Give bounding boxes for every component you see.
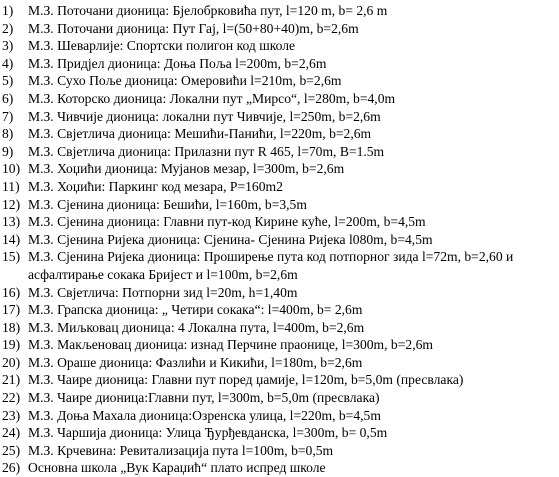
list-item (2, 125, 557, 143)
list-item (2, 284, 557, 302)
list-item (2, 2, 557, 20)
list-item (2, 336, 557, 354)
list-item-text: М.З. Сјенина Ријека дионица: Проширење пута код потпорног зида l=72m, b=2,60 и (28, 249, 514, 265)
list-item-number: 16) (2, 284, 21, 300)
list-item (2, 196, 557, 214)
list-item-text: М.З. Свјетлича дионица: Прилазни пут R 465, l=70m, B=1.5m (28, 143, 385, 159)
list-item-text: М.З. Миљковац дионица: 4 Локална пута, l=400m, b=2,6m (28, 319, 365, 335)
list-item (2, 37, 557, 55)
list-item (2, 248, 557, 266)
list-item-number: 5) (2, 73, 14, 89)
list-item-number: 9) (2, 143, 14, 159)
list-item (2, 319, 557, 337)
list-item-text: Основна школа „Вук Караџић“ плато испред школе (28, 460, 326, 476)
list-item-number: 3) (2, 38, 14, 54)
list-item (2, 160, 557, 178)
list-item-text: М.З. Шеварлије: Спортски полигон код школе (28, 38, 296, 54)
list-item-number: 7) (2, 108, 14, 124)
list-item-number: 2) (2, 20, 14, 36)
project-list (2, 2, 557, 477)
list-item-number: 11) (2, 178, 20, 194)
list-item-text: М.З. Которско дионица: Локални пут „Мирсо“, l=280m, b=4,0m (28, 90, 396, 106)
list-item-number: 1) (2, 3, 14, 18)
list-item-text: М.З. Поточани дионица: Бјелобрковића пут, l=120 m, b= 2,6 m (28, 3, 388, 18)
list-item-text: М.З. Придјел дионица: Доња Поља l=200m, b=2,6m (28, 55, 327, 71)
list-item-text: М.З. Сјенина дионица: Главни пут-код Кирине куће, l=200m, b=4,5m (28, 214, 426, 230)
list-item-text: М.З. Ораше дионица: Фазлићи и Кикићи, l=180m, b=2,6m (28, 354, 363, 370)
list-item (2, 213, 557, 231)
list-item-text: М.З. Чивчије дионица: локални пут Чивчије, l=250m, b=2,6m (28, 108, 381, 124)
list-item (2, 459, 557, 477)
list-item-number: 8) (2, 126, 14, 142)
list-item (2, 90, 557, 108)
list-item (2, 354, 557, 372)
list-item-number: 22) (2, 390, 21, 406)
list-item (2, 55, 557, 73)
list-item-text: М.З. Грапска дионица: „ Четири сокака“: l=400m, b= 2,6m (28, 302, 363, 318)
list-item-text: М.З. Сухо Поље дионица: Омеровићи l=210m, b=2,6m (28, 73, 342, 89)
list-item-number: 17) (2, 302, 21, 318)
list-item-text: М.З. Доња Махала дионица:Озренска улица, l=220m, b=4,5m (28, 407, 381, 423)
list-item-text: М.З. Хоџићи: Паркинг код мезара, P=160m2 (28, 178, 283, 194)
list-item-text: М.З. Макљеновац дионица: изнад Перчине праонице, l=300m, b=2,6m (28, 337, 433, 353)
list-item-number: 6) (2, 90, 14, 106)
list-item (2, 72, 557, 90)
list-item-number: 26) (2, 460, 21, 476)
list-item (2, 143, 557, 161)
list-item-number: 18) (2, 319, 21, 335)
list-item (2, 424, 557, 442)
list-item-text: М.З. Чаире дионица: Главни пут поред џамије, l=120m, b=5,0m (пресвлака) (28, 372, 464, 388)
list-item-text: М.З. Хоџићи дионица: Мујанов мезар, l=300m, b=2,6m (28, 161, 345, 177)
list-item-number: 20) (2, 354, 21, 370)
list-item-number: 24) (2, 425, 21, 441)
list-item-text: М.З. Свјетлича: Потпорни зид l=20m, h=1,40m (28, 284, 298, 300)
list-item-text: М.З. Сјенина дионица: Бешићи, l=160m, b=3,5m (28, 196, 307, 212)
list-item-number: 12) (2, 196, 21, 212)
list-item-number: 10) (2, 161, 21, 177)
list-item-text: М.З. Сјенина Ријека дионица: Сјенина- Сјенина Ријека l080m, b=4,5m (28, 231, 433, 247)
list-item (2, 389, 557, 407)
list-item-number: 13) (2, 214, 21, 230)
list-item (2, 178, 557, 196)
list-item-number: 25) (2, 442, 21, 458)
list-item-continuation: асфалтирање сокака Бријест и l=100m, b=2,6m (28, 266, 298, 282)
list-item-text: М.З. Поточани дионица: Пут Гај, l=(50+80+40)m, b=2,6m (28, 20, 359, 36)
list-item (2, 20, 557, 38)
list-item-number: 21) (2, 372, 21, 388)
list-item-number: 23) (2, 407, 21, 423)
list-item (2, 371, 557, 389)
list-item-number: 15) (2, 249, 21, 265)
list-item-number: 14) (2, 231, 21, 247)
list-item-number: 4) (2, 55, 14, 71)
list-item (2, 108, 557, 126)
list-item-text: М.З. Крчевина: Ревитализација пута l=100m, b=0,5m (28, 442, 334, 458)
list-item (2, 301, 557, 319)
list-item-text: М.З. Чаршија дионица: Улица Ђурђевданска, l=300m, b= 0,5m (28, 425, 388, 441)
list-item-number: 19) (2, 337, 21, 353)
list-item (2, 407, 557, 425)
list-item (2, 442, 557, 460)
list-item (2, 231, 557, 249)
list-item-text: М.З. Чаире дионица:Главни пут, l=300m, b=5,0m (пресвлака) (28, 390, 380, 406)
list-item-text: М.З. Свјетлича дионица: Мешићи-Панићи, l=220m, b=2,6m (28, 126, 372, 142)
